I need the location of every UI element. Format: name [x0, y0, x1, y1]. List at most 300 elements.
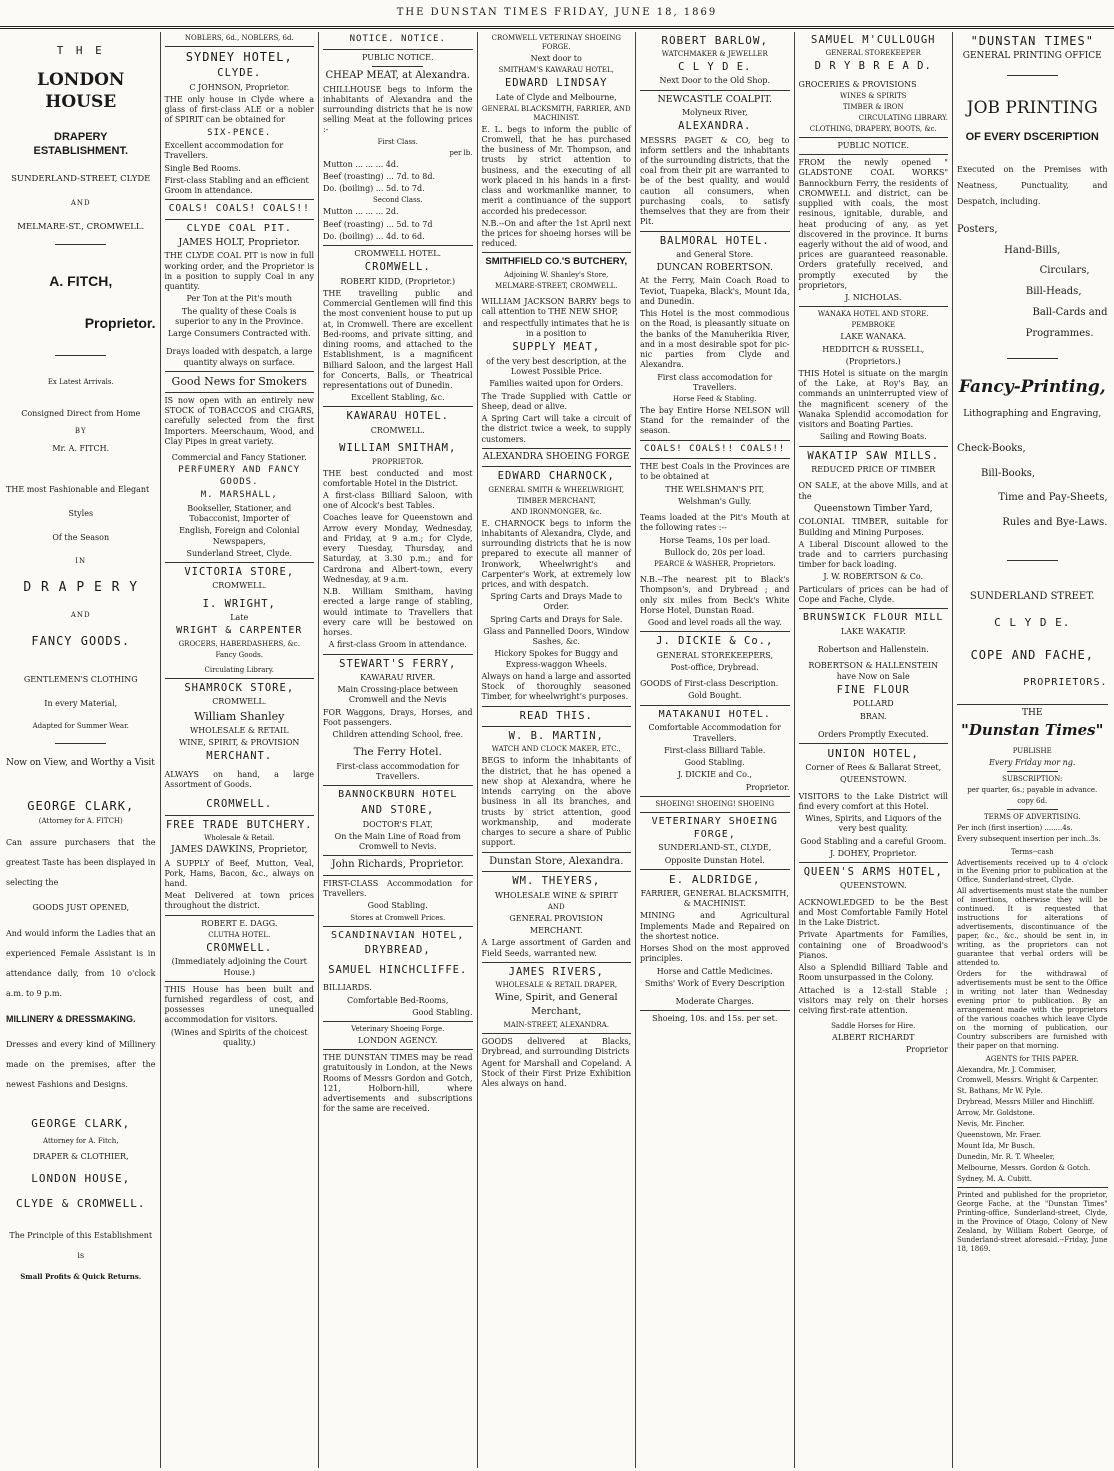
medicines: Horse and Cattle Medicines. — [656, 966, 773, 976]
storekeeper: GENERAL STOREKEEPER — [825, 49, 921, 58]
coaches-text: Coaches leave for Queenstown and Arrow every Monday, Wednesday, and Friday, at 9 a.m.; for Clyde, every Tuesday, Thursday, and Saturday, at 3.30 p.m.; and for Cardrona and Albert-town, every Wednesday, at 9 a.m. — [323, 513, 473, 584]
supply-meat: SUPPLY MEAT, — [512, 341, 601, 354]
divider — [640, 458, 790, 459]
and-text: AND — [547, 903, 565, 911]
first-class-accom: First class accomodation for Travellers. — [657, 372, 773, 392]
proprietor: Proprietor. — [745, 782, 790, 792]
main-line: On the Main Line of Road from Cromwell to Nevis. — [334, 831, 461, 851]
good-news-smokers: Good News for Smokers — [171, 374, 307, 388]
watchmaker: WATCHMAKER & JEWELLER — [661, 50, 768, 59]
second-class: Second Class. — [373, 196, 423, 205]
clyde-coal-pit: CLYDE COAL PIT. — [186, 222, 292, 234]
sunderland-street: SUNDERLAND STREET. — [969, 590, 1095, 602]
sunderland-st: SUNDERLAND-ST., CLYDE, — [658, 843, 772, 853]
every-friday: Every Friday mor ng. — [989, 757, 1076, 767]
albert-richardt: ALBERT RICHARDT — [832, 1033, 915, 1043]
single-beds: Single Bed Rooms. — [164, 163, 241, 173]
sydney-hotel: SYDNEY HOTEL, — [185, 49, 293, 64]
best-coals: THE best Coals in the Provinces are to be obtained at — [640, 462, 790, 482]
clyde-heading: C L Y D E. — [994, 615, 1071, 629]
fancy-printing: Fancy-Printing, — [958, 377, 1106, 398]
divider — [323, 875, 473, 876]
fine-flour: FINE FLOUR — [836, 683, 910, 696]
billiard-text: A first-class Billiard Saloon, with one of Alcock's best Tables. — [323, 491, 473, 511]
comfortable-beds: Comfortable Bed-Rooms, — [347, 995, 449, 1005]
divider — [799, 743, 949, 744]
cromwell-3: CROMWELL. — [206, 798, 273, 811]
shanley: William Shanley — [194, 709, 285, 723]
column-1 — [2, 32, 161, 1468]
good-stabling: Good Stabling. — [367, 901, 428, 911]
i-wright: I. WRIGHT, — [202, 597, 276, 610]
bookseller: Bookseller, Stationer, and Tobacconist, Importer of — [187, 503, 292, 524]
column-7 — [953, 32, 1112, 1468]
circulating-library: Circulating Library. — [204, 666, 275, 675]
accom: Excellent accommodation for Travellers. — [164, 141, 284, 161]
divider — [482, 726, 632, 727]
main-street: MAIN-STREET, ALEXANDRA. — [503, 1020, 609, 1029]
molyneux: Molyneux River, — [681, 107, 748, 117]
james-rivers: JAMES RIVERS, — [508, 965, 604, 978]
divider — [799, 154, 949, 155]
smiths-work: Smiths' Work of Every Description — [644, 978, 785, 988]
samuel-hinchcliffe: SAMUEL HINCHCLIFFE. — [328, 963, 468, 976]
pollard: POLLARD — [852, 699, 894, 709]
ferry-hotel: The Ferry Hotel. — [353, 746, 442, 759]
good-stabling-2: Good Stabling. — [412, 1007, 473, 1017]
cromwell-heading: CROMWELL. — [364, 261, 431, 274]
public-notice: PUBLIC NOTICE. — [361, 52, 434, 62]
billiards: BILLIARDS. — [323, 983, 372, 993]
proprietors: PROPRIETORS. — [1023, 677, 1108, 689]
rules-byelaws: Rules and Bye-Laws. — [1002, 517, 1108, 529]
price-boiling-2: Do. (boiling) ... 4d. to 6d. — [323, 231, 425, 241]
price-beef-2: Beef (roasting) ... 5d. to 7d — [323, 219, 433, 229]
divider — [1007, 75, 1058, 76]
divider — [799, 608, 949, 609]
price-mutton-1: Mutton ... ... ... 4d. — [323, 159, 399, 169]
alexandra: ALEXANDRA. — [678, 120, 752, 133]
divider — [482, 962, 632, 963]
first-class-accom-2: FIRST-CLASS Accommodation for Travellers. — [323, 879, 473, 899]
column-3 — [319, 32, 478, 1468]
blacksmith: GENERAL BLACKSMITH, FARRIER, AND MACHINIST. — [481, 104, 631, 122]
agent-9: Dunedin, Mr. R. T. Wheeler, — [957, 1153, 1055, 1162]
meat-text: Meat Delivered at town prices throughout the district. — [164, 891, 314, 911]
perfumery: PERFUMERY AND FANCY GOODS. — [178, 465, 301, 487]
next-door: Next door to — [530, 53, 582, 63]
copy-price: copy 6d. — [1017, 796, 1048, 805]
ironmonger: AND IRONMONGER, &c. — [510, 507, 602, 516]
column-6 — [795, 32, 954, 1468]
sunderland: Sunderland Street, Clyde. — [186, 548, 292, 558]
agent-11: Sydney, M. A. Cubitt. — [957, 1175, 1032, 1184]
divider — [165, 371, 315, 372]
divider — [165, 678, 315, 679]
column-5 — [636, 32, 795, 1468]
bran: BRAN. — [859, 711, 887, 721]
merchant-2: Merchant, — [531, 1006, 582, 1018]
divider — [482, 706, 632, 707]
cromwell-4: CROMWELL. — [206, 941, 273, 954]
barry-text: WILLIAM JACKSON BARRY begs to call attention to THE NEW SHOP, — [481, 296, 631, 316]
proprietor: PROPRIETOR. — [372, 457, 424, 466]
stores-prices: Stores at Cromwell Prices. — [350, 913, 446, 922]
queens-arms: QUEEN'S ARMS HOTEL, — [803, 866, 943, 878]
wines-text: (Wines and Spirits of the choicest quality.) — [170, 1027, 308, 1047]
divider — [165, 562, 315, 563]
bullock: Bullock do, 20s per load. — [664, 547, 766, 557]
fashionable-text: THE most Fashionable and Elegant — [6, 484, 150, 494]
divider — [799, 862, 949, 863]
paget-text: MESSRS PAGET & CO, beg to inform settlers and the inhabitants of the surrounding districts, that the coal from their pit are warranted to be of the best quality, and would caution all consumers, when purchasing coals, to satisfy themselves that they are from their Pit. — [640, 135, 790, 227]
divider — [165, 815, 315, 816]
victoria-store: VICTORIA STORE, — [184, 566, 295, 579]
agent-1: Alexandra, Mr. J. Commiser, — [957, 1065, 1057, 1074]
drybread: DRYBREAD, — [364, 944, 431, 957]
nb-text: N.B. William Smitham, having erected a large range of stabling, would intimate to Travellers that every care will be bestowed on horses. — [323, 587, 473, 638]
principle-text: The Principle of this Establishment — [9, 1230, 153, 1240]
smithfield-butchery: SMITHFIELD CO.'S BUTCHERY, — [485, 256, 628, 268]
divider — [323, 406, 473, 407]
divider — [165, 915, 315, 916]
carts-sale: Spring Carts and Drays for Sale. — [490, 614, 623, 624]
clyde-heading: CLYDE. — [217, 67, 262, 80]
by-text: BY — [74, 427, 87, 436]
drybread: D R Y B R E A D. — [814, 60, 932, 73]
late-of: Late of Clyde and Melbourne, — [495, 92, 617, 102]
colonial-timber: COLONIAL TIMBER, suitable for Building and Mining Purposes. — [798, 517, 948, 537]
stabling: First-class Stabling and an efficient Groom in attendance. — [164, 175, 309, 196]
price-boiling-1: Do. (boiling) ... 5d. to 7d. — [323, 184, 425, 194]
read-this: READ THIS. — [519, 709, 593, 722]
rh-text: ROBERTSON & HALLENSTEIN have Now on Sale — [808, 661, 939, 681]
general-provision: GENERAL PROVISION — [509, 913, 604, 923]
wines-spirits: WINES & SPIRITS — [840, 92, 907, 101]
divider — [323, 49, 473, 50]
clyde-cromwell: CLYDE & CROMWELL. — [15, 1196, 146, 1210]
wholesale-retail-2: Wholesale & Retail. — [204, 834, 275, 843]
wine-spirit-general: Wine, Spirit, and General — [494, 992, 618, 1004]
adjoining-shanley: Adjoining W. Shanley's Store, — [504, 270, 609, 279]
divider — [323, 785, 473, 786]
timber-iron: TIMBER & IRON — [842, 103, 904, 112]
queenstown: QUEENSTOWN. — [839, 775, 907, 785]
clyde-heading: C L Y D E. — [678, 61, 752, 74]
six-pence: SIX-PENCE. — [207, 127, 272, 138]
and-text-2: AND — [70, 610, 91, 619]
first-class-accom: First-class accommodation for Travellers. — [336, 761, 460, 782]
divider — [55, 244, 106, 245]
divider — [482, 871, 632, 872]
draper: WHOLESALE & RETAIL DRAPER, — [495, 981, 618, 990]
divider — [372, 66, 423, 67]
bill-books: Bill-Books, — [981, 467, 1036, 479]
hedditch-russell: HEDDITCH & RUSSELL, — [822, 344, 925, 354]
cromwell-2: CROMWELL. — [212, 697, 267, 707]
terms-advertising: TERMS OF ADVERTISING. — [983, 812, 1081, 821]
goods-opened: GOODS JUST OPENED, — [32, 903, 130, 913]
divider — [640, 440, 790, 441]
saddle-horses: Saddle Horses for Hire. — [831, 1022, 916, 1031]
per-inch: Per inch (first insertion) ........4s. — [957, 823, 1073, 832]
wholesale-wine: WHOLESALE WINE & SPIRIT — [494, 890, 618, 900]
drapery-establishment: DRAPERY ESTABLISHMENT. — [33, 130, 129, 157]
agent-10: Melbourne, Messrs. Gordon & Gotch. — [957, 1164, 1091, 1173]
public-notice: PUBLIC NOTICE. — [837, 140, 910, 150]
received-text: Advertisements received up to 4 o'clock in the Evening prior to publication at the Office, Sunderland-street, Clyde. — [957, 858, 1108, 885]
subscription: SUBSCRIPTION: — [1002, 774, 1063, 783]
job-printing: JOB PRINTING — [966, 97, 1098, 118]
divider — [957, 704, 1108, 705]
teams-text: Teams loaded at the Pit's Mouth at the following rates :-- — [640, 513, 790, 533]
hotel-text: This Hotel is the most commodious on the Road, is pleasantly situate on the banks of the Manuherikia River, and in a most desirable spot for pic-nic parties from Clyde and Alexandra. — [640, 309, 790, 370]
small-profits: Small Profits & Quick Returns. — [20, 1272, 142, 1282]
william-smitham: WILLIAM SMITHAM, — [339, 442, 457, 455]
merchant: MERCHANT. — [206, 750, 273, 763]
divider — [323, 926, 473, 927]
robertson-hallenstein: Robertson and Hallenstein. — [817, 645, 929, 655]
balmoral-hotel: BALMORAL HOTEL. — [659, 234, 770, 247]
check-books: Check-Books, — [957, 442, 1026, 454]
lindsay-text: E. L. begs to inform the public of Cromwell, that he has purchased the business of Mr. Thompson, and trusts by strict attention to business, and the executing of all work placed in his hands in a first-class and workmanlike manner, to merit a continuance of the support accorded his predecessor. — [481, 124, 631, 216]
goods-description: GOODS of First-class Description. — [640, 679, 779, 689]
spring-carts: Spring Carts and Drays Made to Order. — [490, 592, 623, 612]
billiard-table: First-class Billiard Table. — [664, 745, 766, 755]
gold-bought: Gold Bought. — [688, 691, 742, 701]
address-clyde: SUNDERLAND-STREET, CLYDE — [11, 173, 151, 184]
attorney-text-2: Attorney for A. Fitch, — [43, 1137, 119, 1146]
dunstan-times-text: THE DUNSTAN TIMES may be read gratuitously in London, at the News Rooms of Messrs Gordon and Gotch, 121, Holborn-hill, where advertisements and subscriptions for the same are received. — [323, 1053, 473, 1114]
agent-3: St. Bathans, Mr W. Pyle. — [957, 1087, 1043, 1096]
wb-martin: W. B. MARTIN, — [508, 730, 604, 743]
garden-seeds: A Large assortment of Garden and Field Seeds, warranted new. — [481, 938, 631, 958]
clothing: CLOTHING, DRAPERY, BOOTS, &c. — [809, 124, 937, 133]
nb-text: N.B.--On and after the 1st April next the prices for shoeing horses will be reduced. — [481, 218, 631, 249]
subsequent: Every subsequent insertion per inch..3s. — [957, 834, 1101, 843]
address-cromwell: MELMARE-ST., CROMWELL. — [17, 221, 145, 232]
column-4 — [478, 32, 637, 1468]
free-trade-butchery: FREE TRADE BUTCHERY. — [166, 818, 313, 831]
mining-text: MINING and Agricultural Implements Made and Repaired on the shortest notice. — [640, 911, 790, 941]
london-house-the: T H E — [56, 44, 105, 57]
opposite-hotel: Opposite Dunstan Hotel. — [664, 855, 765, 865]
london-house-title: LONDON HOUSE — [37, 70, 125, 112]
adjoining: (Immediately adjoining the Court House.) — [171, 957, 307, 977]
children: Children attending School, free. — [332, 730, 464, 740]
horse-feed: Horse Feed & Stabling. — [672, 395, 757, 404]
j-dickie-co: J. DICKIE and Co., — [677, 770, 752, 780]
divider — [165, 981, 315, 982]
mr-fitch: Mr. A. FITCH. — [52, 444, 110, 454]
ball-cards: Ball-Cards and — [1032, 306, 1108, 318]
drapery-heading: D R A P E R Y — [23, 580, 139, 596]
divider — [640, 1010, 790, 1011]
london-house-2: LONDON HOUSE, — [31, 1172, 131, 1186]
agent-text: Agent for Marshall and Copeland. A Stock of their First Prize Exhibition Ales always on hand. — [481, 1059, 631, 1089]
styles-text: Styles — [68, 508, 94, 518]
late: Late — [230, 613, 249, 623]
john-richards: John Richards, Proprietor. — [331, 859, 464, 871]
wines-liquors: Wines, Spirits, and Liquors of the very best quality. — [805, 814, 942, 834]
assure-text: Can assure purchasers that the greatest Taste has been displayed in selecting the — [6, 838, 156, 888]
coals-heading: COALS! COALS!! COALS!! — [644, 443, 786, 454]
clutha-hotel: CLUTHA HOTEL. — [208, 930, 271, 939]
divider — [640, 796, 790, 797]
cromwell-hotel: CROMWELL HOTEL. — [354, 248, 442, 258]
smith-wheelwright: GENERAL SMITH & WHEELWRIGHT, — [488, 485, 625, 494]
bill-heads: Bill-Heads, — [1025, 286, 1082, 298]
robert-barlow: ROBERT BARLOW, — [661, 34, 769, 47]
best-text: THE best conducted and most comfortable Hotel in the District. — [323, 468, 473, 488]
per-quarter: per quarter, 6s.; payable in advance. — [967, 785, 1098, 794]
matakanui-hotel: MATAKANUI HOTEL. — [658, 708, 771, 720]
divider — [55, 743, 106, 744]
agent-6: Nevis, Mr. Fincher. — [957, 1120, 1025, 1129]
travel-text: THE travelling public and Commercial Gentlemen will find this the most convenient house to put up at, in Cromwell. There are excellent Bed-rooms, and private sitting, and dining rooms, and attached to the Establishment, is a magnificent Billiard Saloon, and the largest Hall for Concerts, Balls, or Theatrical representations out of Dunedin. — [323, 288, 473, 390]
divider — [165, 219, 315, 220]
particulars: Particulars of prices can be had of Cope and Fache, Clyde. — [798, 584, 948, 604]
queenstown-2: QUEENSTOWN. — [839, 881, 907, 891]
bannockburn-hotel: BANNOCKBURN HOTEL — [338, 789, 458, 801]
divider — [165, 199, 315, 200]
fancy-goods-heading: FANCY GOODS. — [31, 633, 131, 648]
agents-heading: AGENTS for THIS PAPER. — [985, 1054, 1079, 1063]
robert-kidd: ROBERT KIDD, (Proprietor.) — [340, 276, 456, 286]
glass-doors: Glass and Pannelled Doors, Window Sashes, &c. — [483, 626, 630, 647]
posters: Posters, — [957, 223, 998, 235]
visitors-text: VISITORS to the Lake District will find every comfort at this Hotel. — [798, 791, 948, 811]
stationer: Commercial and Fancy Stationer. — [171, 453, 307, 463]
consigned-text: Consigned Direct from Home — [21, 409, 141, 419]
good-roads: Good and level roads all the way. — [647, 617, 782, 627]
cattle: The Trade Supplied with Cattle or Sheep, dead or alive. — [481, 391, 631, 411]
liberal-discount: A Liberal Discount allowed to the trade and to carriers purchasing timber for back loading. — [798, 539, 948, 570]
queenstown-timber: Queenstown Timber Yard, — [813, 503, 933, 514]
divider — [640, 812, 790, 813]
edward-charnock: EDWARD CHARNOCK, — [497, 470, 615, 483]
divider — [323, 245, 473, 246]
grocers: GROCERS, HABERDASHERS, &c. — [178, 640, 300, 649]
divider — [482, 1033, 632, 1034]
timber-merchant: TIMBER MERCHANT, — [517, 496, 596, 505]
divider — [640, 90, 790, 91]
wholesale-retail: WHOLESALE & RETAIL — [189, 725, 289, 735]
proprietor: Proprietor — [905, 1045, 948, 1055]
edward-lindsay: EDWARD LINDSAY — [504, 77, 608, 90]
shamrock-store: SHAMROCK STORE, — [184, 682, 295, 695]
divider — [799, 137, 949, 138]
hand-bills: Hand-Bills, — [1004, 244, 1061, 256]
lake-wakatip: LAKE WAKATIP. — [840, 626, 906, 636]
dresses-text: Dresses and every kind of Millinery made on the premises, after the newest Fashions and Designs. — [6, 1040, 156, 1090]
union-hotel: UNION HOTEL, — [827, 747, 919, 761]
divider — [482, 252, 632, 253]
divider — [1007, 809, 1058, 810]
supply-text: A SUPPLY of Beef, Mutton, Veal, Pork, Hams, Bacon, &c., always on hand. — [164, 858, 314, 888]
proprietors: (Proprietors.) — [845, 356, 901, 366]
agent-4: Drybread, Messrs Miller and Hinchliff. — [957, 1098, 1095, 1107]
ladies-text: And would inform the Ladies that an experienced Female Assistant is in attendance daily, from 10 o'clock a.m. to 9 p.m. — [6, 928, 156, 998]
divider — [957, 1187, 1108, 1188]
divider — [323, 654, 473, 655]
careful-groom: Good Stabling and a careful Groom. — [800, 836, 947, 846]
george-clark: GEORGE CLARK, — [27, 799, 135, 814]
dunstan-times-title: "DUNSTAN TIMES" — [970, 34, 1094, 48]
programmes: Programmes. — [1025, 327, 1094, 339]
boats: Sailing and Rowing Boats. — [819, 432, 927, 442]
divider — [323, 855, 473, 856]
tobacco-text: IS now open with an entirely new STOCK of TOBACCOS and CIGARS, carefully selected from the first Importers. Meerschaum, Wood, and Clay Pipes in great variety. — [164, 395, 314, 446]
divider — [1007, 560, 1058, 561]
storekeepers: GENERAL STOREKEEPERS, — [656, 650, 774, 660]
families: Families waited upon for Orders. — [489, 379, 624, 389]
divider — [799, 306, 949, 307]
groceries: GROCERIES & PROVISIONS — [798, 79, 917, 89]
divider — [799, 446, 949, 447]
printing-office: GENERAL PRINTING OFFICE — [962, 51, 1102, 62]
ferry-text: At the Ferry, Main Coach Road to Teviot, Tuapeka, Black's, Mount Ida, and Dunedin. — [640, 276, 790, 306]
next-door: Next Door to the Old Shop. — [659, 76, 771, 86]
time-sheets: Time and Pay-Sheets, — [998, 492, 1108, 504]
horses-shod: Horses Shod on the most approved principles. — [640, 944, 790, 964]
divider — [55, 355, 106, 356]
divider — [482, 448, 632, 449]
groom: A first-class Groom in attendance. — [328, 640, 467, 650]
every-description: OF EVERY DSCERIPTION — [965, 130, 1099, 143]
circulating-library: CIRCULATING LIBRARY. — [858, 113, 948, 122]
welshmans-gully: Welshman's Gully. — [678, 496, 752, 506]
imprint-text: Printed and published for the proprietor, George Fache, at the "Dunstan Times" Printing-office, Sunderland-street, Clyde, in the Province of Otago, Colony of New Zealand, by William Robert George, of Sunderland-street aforesaid.--Friday, June 18, 1869. — [957, 1190, 1108, 1253]
divider — [640, 231, 790, 232]
kawarau-river: KAWARAU RIVER. — [360, 672, 436, 682]
horse-teams: Horse Teams, 10s per load. — [659, 535, 771, 545]
goods-delivered: GOODS delivered at Blacks, Drybread, and surrounding Districts — [481, 1036, 631, 1056]
published: PUBLISHE — [1012, 746, 1052, 755]
wm-theyers: WM. THEYERS, — [512, 875, 601, 888]
moderate-charges: Moderate Charges. — [675, 997, 754, 1006]
dunstan-store: Dunstan Store, Alexandra. — [489, 855, 624, 867]
and-store: AND STORE, — [361, 804, 435, 817]
notice-notice: NOTICE. NOTICE. — [349, 34, 446, 44]
robertson-co: J. W. ROBERTSON & Co. — [823, 572, 924, 582]
sydney-text: THE only house in Clyde where a glass of first-class ALE or a nobler of SPIRIT can be obtained for — [164, 94, 314, 125]
draper-clothier: DRAPER & CLOTHIER, — [32, 1152, 129, 1162]
george-clark-2: GEORGE CLARK, — [31, 1117, 131, 1131]
house-text: THIS House has been built and furnished regardless of cost, and possesses unequalled accommodation for visitors. — [164, 984, 314, 1025]
alexandra-forge: ALEXANDRA SHOEING FORGE — [483, 451, 630, 462]
coals-heading: COALS! COALS! COALS!! — [168, 203, 310, 215]
best-description: of the very best description, at the Lowest Possible Price. — [486, 356, 627, 377]
veterinary-forge: CROMWELL VETERINAY SHOEING FORGE. — [491, 34, 621, 51]
stewarts-ferry: STEWART'S FERRY, — [339, 657, 457, 670]
duncan-robertson: DUNCAN ROBERTSON. — [656, 262, 774, 274]
pit-text: THE CLYDE COAL PIT is now in full working order, and the Proprietor is in a position to supply Coal in any quantity. — [164, 251, 314, 292]
proprietor-label: Proprietor. — [84, 315, 156, 332]
masthead: THE DUNSTAN TIMES FRIDAY, JUNE 18, 1869 — [0, 0, 1114, 29]
lithographing: Lithographing and Engraving, — [963, 409, 1102, 420]
summer-wear: Adapted for Summer Wear. — [32, 721, 129, 730]
latest-arrivals: Ex Latest Arrivals. — [47, 378, 114, 387]
post-office: Post-office, Drybread. — [670, 662, 759, 672]
every-material: In every Material, — [44, 699, 118, 709]
dawkins: JAMES DAWKINS, Proprietor, — [171, 844, 308, 855]
newcastle-coalpit: NEWCASTLE COALPIT. — [657, 93, 773, 105]
wright-carpenter: WRIGHT & CARPENTER — [176, 625, 303, 637]
general-store: and General Store. — [676, 250, 754, 260]
cromwell: CROMWELL. — [212, 581, 267, 591]
acknowledged-text: ACKNOWLEDGED to be the Best and Most Comfortable Family Hotel in the Lake District. — [798, 897, 948, 928]
